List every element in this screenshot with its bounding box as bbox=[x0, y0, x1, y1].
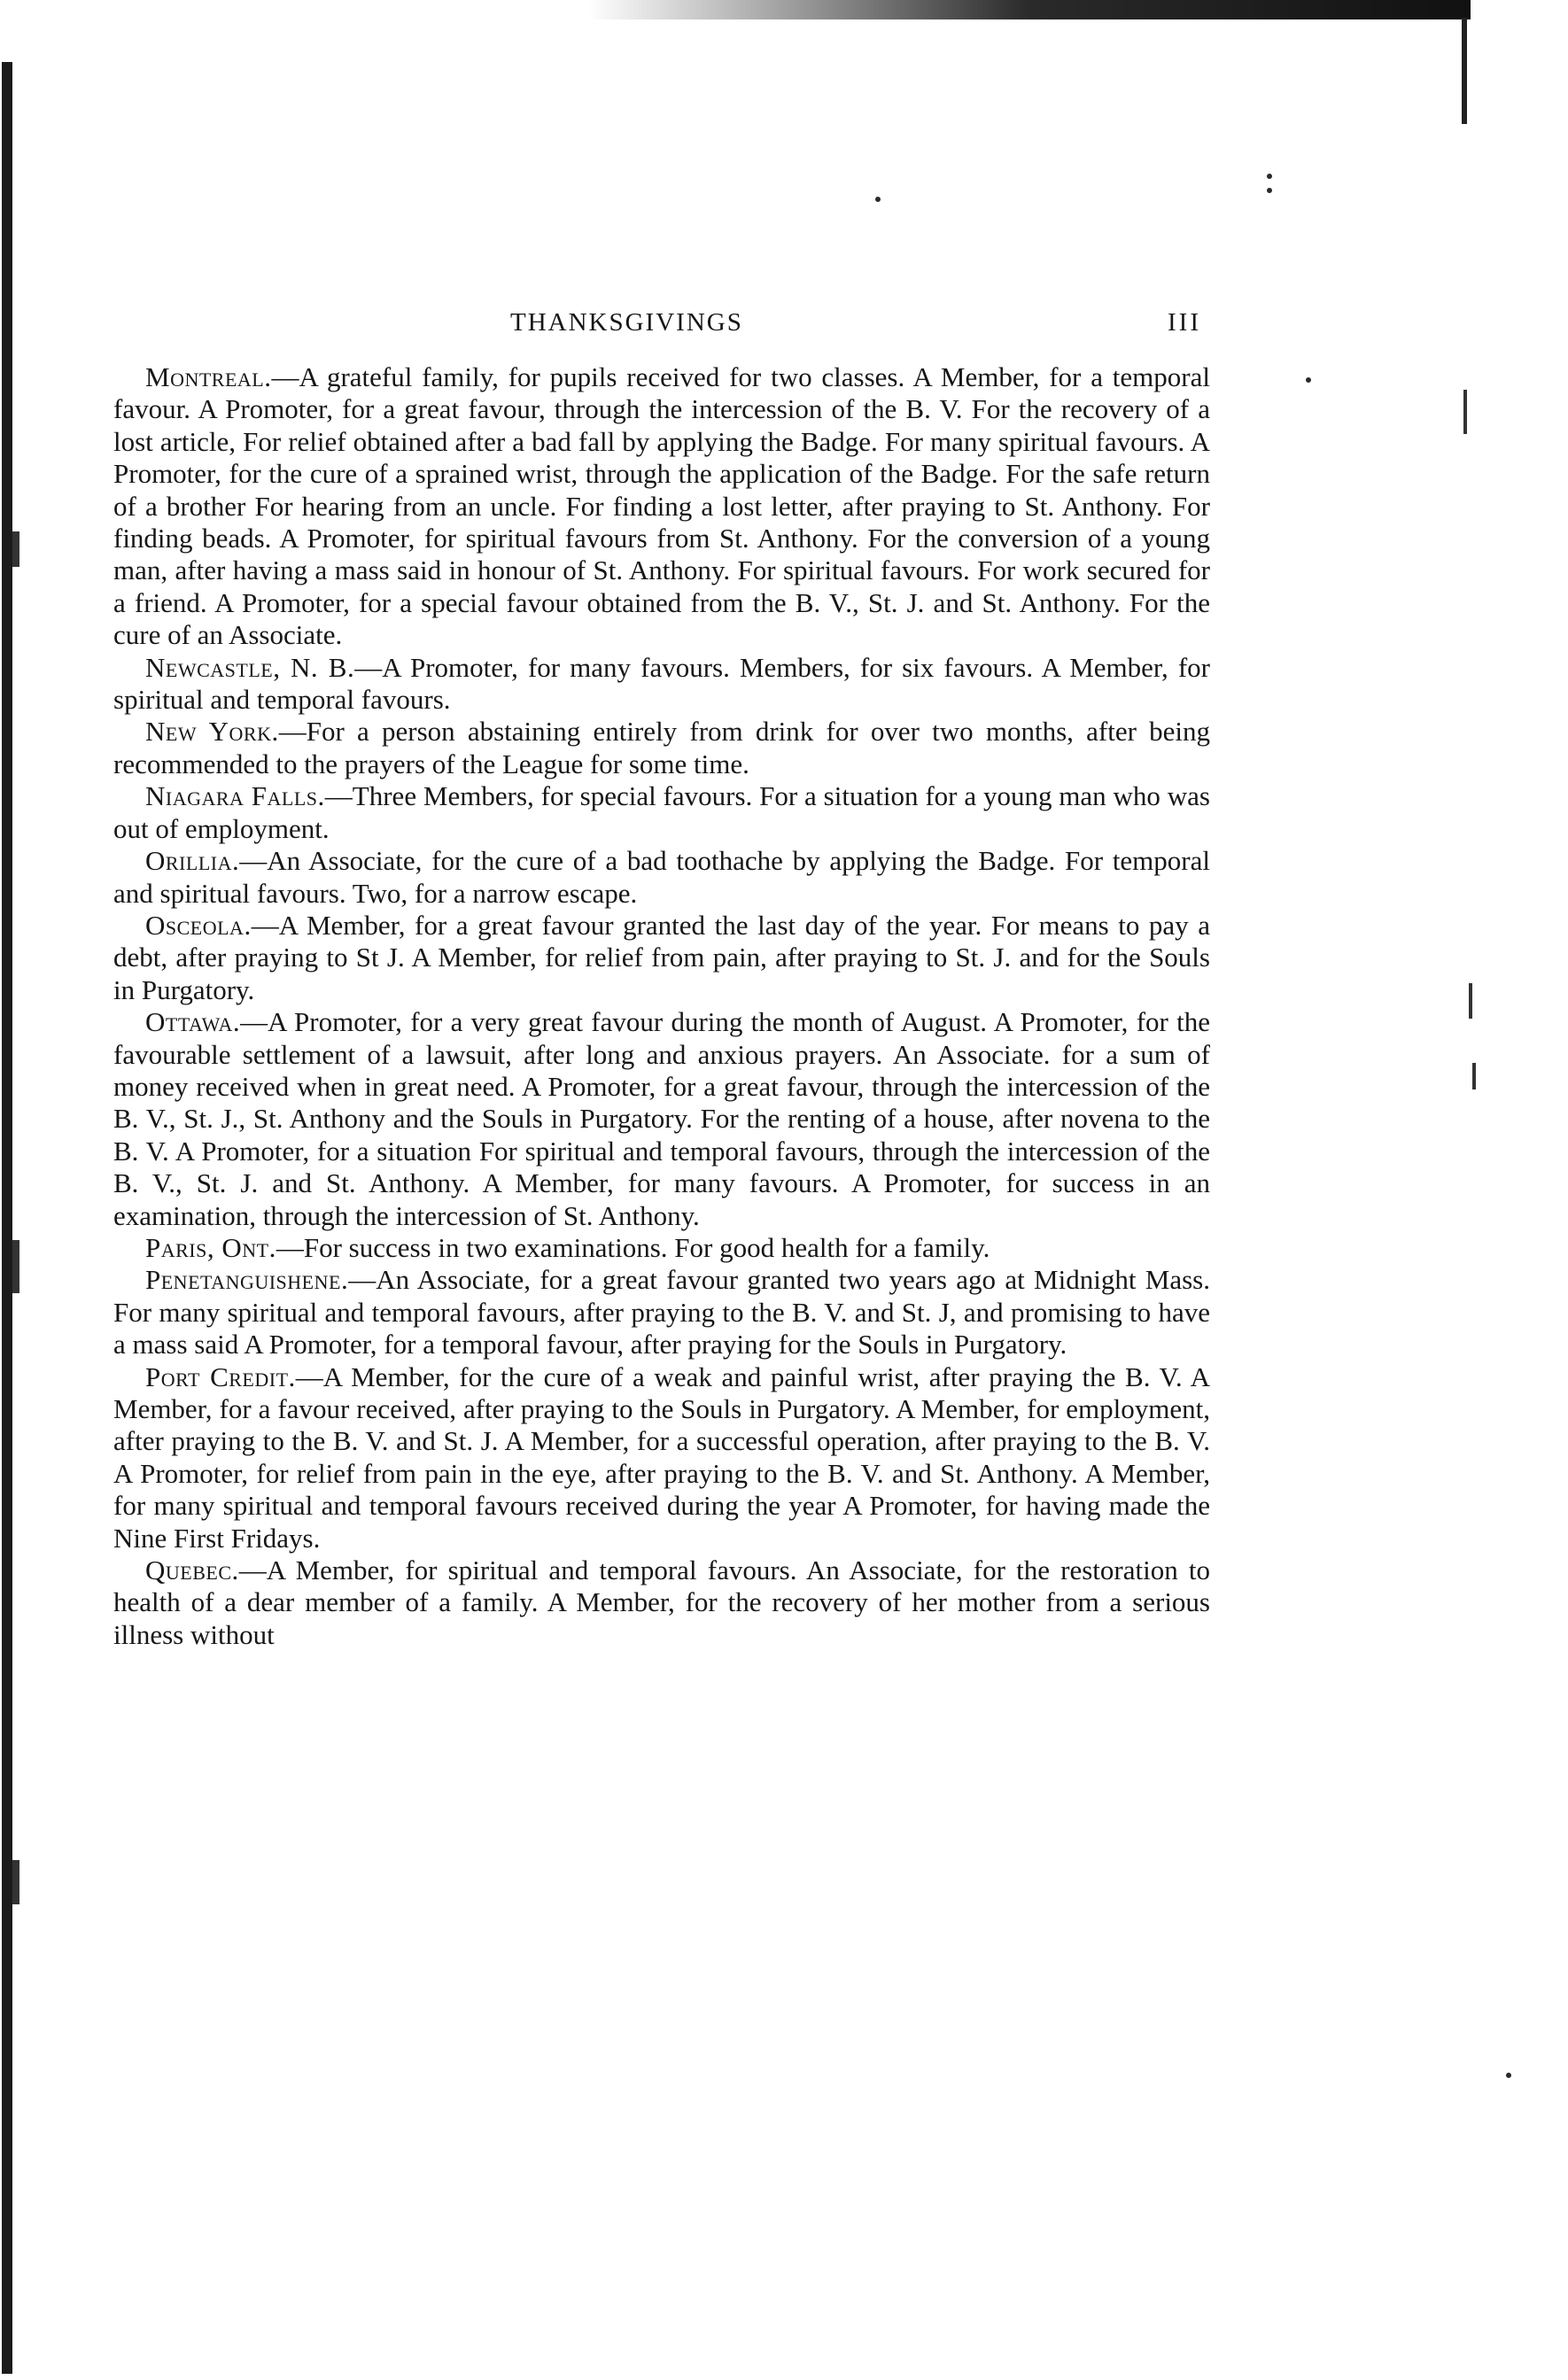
scan-edge-top bbox=[0, 0, 1471, 19]
entry-text: —An Associate, for the cure of a bad toothache by applying the Badge. For temporal and spiritual favours. Two, for a narrow escape. bbox=[113, 845, 1210, 909]
scan-edge-right bbox=[1462, 18, 1467, 124]
entry-quebec bbox=[113, 1554, 1210, 1651]
entry-place: Ottawa. bbox=[145, 1006, 241, 1038]
scan-speck bbox=[1506, 2073, 1511, 2078]
margin-mark bbox=[1469, 983, 1472, 1019]
margin-mark bbox=[1463, 390, 1467, 434]
page-number: III bbox=[1168, 308, 1201, 337]
entry-place: Montreal. bbox=[145, 361, 272, 392]
entry-place: Osceola. bbox=[145, 909, 252, 941]
entry-text: —An Associate, for a great favour granted two years ago at Midnight Mass. For many spiritual and temporal favours, after praying to the B. V. and St. J, and promising to have a mass said A Promoter, for a temporal favour, after praying for the Souls in Purgatory. bbox=[113, 1264, 1210, 1361]
scan-speck bbox=[1267, 174, 1272, 179]
scan-speck bbox=[1306, 377, 1311, 383]
entry-text: —A Member, for spiritual and temporal favours. An Associate, for the restoration to health of a dear member of a family. A Member, for the recovery of her mother from a serious illness without bbox=[113, 1554, 1210, 1650]
scan-edge-left-mark bbox=[12, 1240, 19, 1293]
running-head bbox=[113, 308, 1210, 351]
entry-place: Penetanguishene. bbox=[145, 1264, 349, 1296]
entry-place: Paris, Ont. bbox=[145, 1231, 276, 1263]
entry-port-credit bbox=[113, 1361, 1210, 1554]
entry-text: —For a person abstaining entirely from drink for over two months, after being recommended to the prayers of the League for some time. bbox=[113, 716, 1211, 779]
entry-newcastle bbox=[113, 652, 1210, 717]
entry-place: Newcastle, N. B. bbox=[145, 651, 355, 683]
entry-text: —A Promoter, for many favours. Members, for six favours. A Member, for spiritual and temporal favours. bbox=[113, 651, 1210, 716]
entry-text: —A Member, for the cure of a weak and painful wrist, after praying the B. V. A Member, for a favour received, after praying to the Souls in Purgatory. A Member, for employment, after praying to the B. V. and St. J. A Member, for a successful operation, after praying to the B. V. A Promoter, for relief from pain in the eye, after praying to the B. V. and St. Anthony. A Member, for many spiritual and temporal favours received during the year A Promoter, for having made the Nine First Fridays. bbox=[113, 1361, 1210, 1554]
scan-speck bbox=[1267, 188, 1272, 193]
entry-place: Quebec. bbox=[145, 1554, 239, 1586]
entry-paris-ont bbox=[113, 1232, 1210, 1264]
entry-place: Port Credit. bbox=[145, 1361, 296, 1392]
entry-orillia bbox=[113, 845, 1210, 910]
entry-text: —A grateful family, for pupils received for two classes. A Member, for a temporal favour. A Promoter, for a great favour, through the intercession of the B. V. For the recovery of a lost article, For relief obtained after a bad fall by applying the Badge. For many spiritual favours. A Promoter, for the cure of a sprained wrist, through the application of the Badge. For the safe return of a brother For hearing from an uncle. For finding a lost letter, after praying to St. Anthony. For finding beads. A Promoter, for spiritual favours from St. Anthony. For the conversion of a young man, after having a mass said in honour of St. Anthony. For spiritual favours. For work secured for a friend. A Promoter, for a special favour obtained from the B. V., St. J. and St. Anthony. For the cure of an Associate. bbox=[113, 361, 1210, 651]
scan-edge-left-mark bbox=[12, 531, 19, 567]
entry-place: Orillia. bbox=[145, 845, 240, 877]
entry-niagara-falls bbox=[113, 780, 1210, 845]
thanksgivings-list bbox=[113, 361, 1210, 1651]
entry-text: —A Promoter, for a very great favour during the month of August. A Promoter, for the favourable settlement of a lawsuit, after long and anxious prayers. An Associate. for a sum of money received when in great need. A Promoter, for a great favour, through the intercession of the B. V., St. J., St. Anthony and the Souls in Purgatory. For the renting of a house, after novena to the B. V. A Promoter, for a situation For spiritual and temporal favours, through the intercession of the B. V., St. J. and St. Anthony. A Member, for many favours. A Promoter, for success in an examination, through the intercession of St. Anthony. bbox=[113, 1006, 1210, 1231]
page bbox=[113, 308, 1210, 1651]
margin-mark bbox=[1472, 1063, 1476, 1089]
scan-edge-left bbox=[2, 62, 12, 2374]
entry-new-york bbox=[113, 716, 1210, 780]
entry-penetanguishene bbox=[113, 1264, 1210, 1361]
scan-speck bbox=[875, 197, 881, 202]
entry-text: —Three Members, for special favours. For a situation for a young man who was out of employment. bbox=[113, 780, 1210, 844]
entry-ottawa bbox=[113, 1006, 1210, 1232]
entry-text: —For success in two examinations. For good health for a family. bbox=[276, 1231, 990, 1263]
entry-place: New York. bbox=[145, 716, 279, 748]
entry-place: Niagara Falls. bbox=[145, 780, 325, 812]
entry-osceola bbox=[113, 910, 1210, 1006]
entry-text: —A Member, for a great favour granted the last day of the year. For means to pay a debt, after praying to St J. A Member, for relief from pain, after praying to St. J. and for the Souls in Purgatory. bbox=[113, 909, 1210, 1005]
running-title: THANKSGIVINGS bbox=[510, 308, 743, 337]
entry-montreal bbox=[113, 361, 1210, 652]
scan-edge-left-mark bbox=[12, 1860, 19, 1904]
